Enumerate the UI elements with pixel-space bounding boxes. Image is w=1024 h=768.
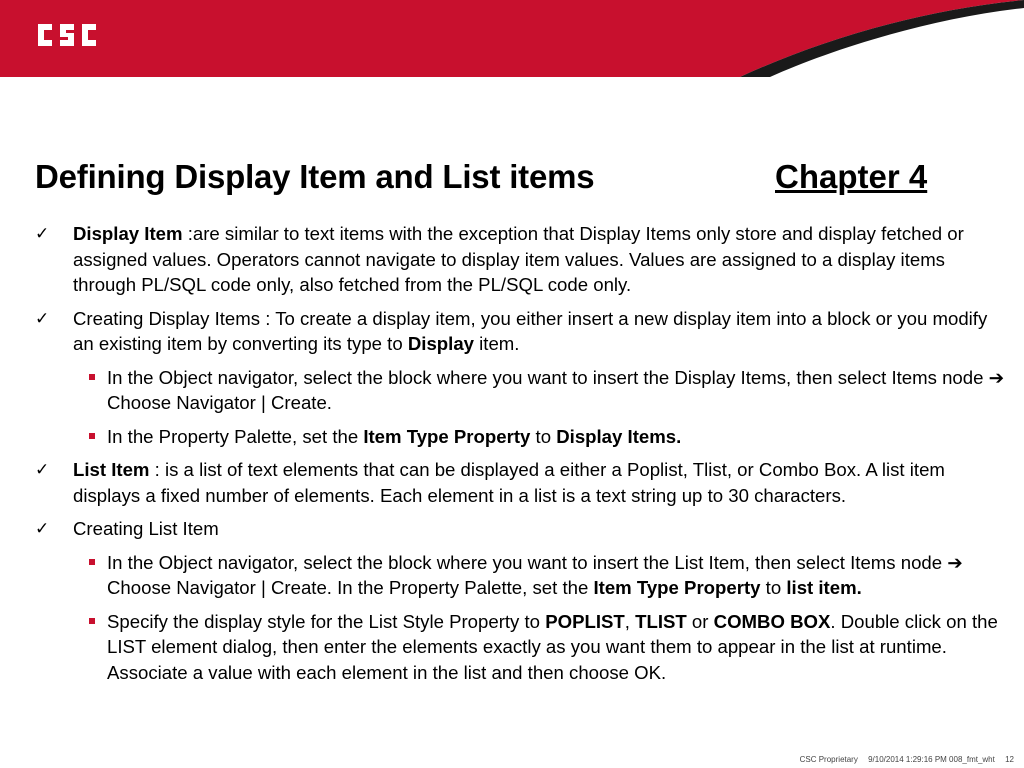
- bullet-text: Creating Display Items : To create a display item, you either insert a new display item into a block or you modify an existing item by converting its type to: [73, 307, 988, 354]
- footer-page-number: 12: [1005, 755, 1014, 764]
- bullet-text: Creating List Item: [73, 518, 219, 539]
- checkmark-icon: ✓: [35, 224, 50, 243]
- bullet-creating-display-items: [0, 306, 1024, 357]
- sub-bullet-text-mid: Choose Navigator | Create. In the Property Palette, set the: [107, 577, 594, 598]
- sub-bullet-text-mid: to: [530, 425, 557, 447]
- bullet-text: : is a list of text elements that can be displayed a either a Poplist, Tlist, or Combo Box. A list item displays a fixed number of elements. Each element in a list is a text string up to 30 characters.: [73, 459, 945, 506]
- term-list-item: List Item: [73, 459, 150, 480]
- csc-logo-mark: [36, 18, 102, 52]
- term-poplist: POPLIST: [545, 610, 625, 632]
- bullet-text-tail: item.: [474, 333, 520, 354]
- sub-bullet-text: In the Object navigator, select the block where you want to insert the Display Items, then select Items node: [107, 366, 989, 388]
- bullet-text: :are similar to text items with the exception that Display Items only store and display fetched or assigned values. Operators cannot navigate to display item values. Values are assigned to a display items through PL/SQL code only, also fetched from the PL/SQL code only.: [73, 223, 964, 295]
- footer-timestamp: 9/10/2014 1:29:16 PM 008_fmt_wht: [868, 755, 995, 764]
- sub-bullet-object-navigator-list: [0, 550, 1024, 601]
- slide-content: [0, 221, 1024, 693]
- csc-logo: [36, 18, 102, 52]
- checkmark-icon: ✓: [35, 308, 50, 328]
- footer: [792, 755, 1014, 764]
- checkmark-icon: ✓: [35, 519, 50, 538]
- slide-title: Defining Display Item and List items: [35, 158, 595, 195]
- term-tlist: TLIST: [635, 610, 687, 632]
- square-bullet-icon: [89, 374, 95, 380]
- term-item-type-property: Item Type Property: [593, 577, 761, 598]
- term-display-item: Display Item: [73, 223, 183, 244]
- separator-comma: ,: [624, 610, 636, 632]
- header-band: [0, 0, 1024, 77]
- sub-bullet-text-tail: . Double click on the LIST element dialog, then enter the elements exactly as you want them to appear in the list at runtime. Associate a value with each element in the list and then choose OK.: [107, 610, 998, 683]
- term-list-item-value: list item.: [786, 577, 862, 598]
- square-bullet-icon: [89, 559, 95, 565]
- bullet-creating-list-item: [0, 516, 1024, 542]
- sub-bullet-text-tail: Choose Navigator | Create.: [107, 392, 332, 413]
- sub-bullet-list-style: [0, 609, 1024, 686]
- sub-bullet-text: Specify the display style for the List Style Property to: [107, 610, 546, 632]
- arrow-right-icon: ➔: [947, 551, 963, 573]
- term-display: Display: [407, 333, 474, 354]
- sub-bullet-object-navigator-display: [0, 365, 1024, 416]
- chapter-label: Chapter 4: [775, 158, 928, 195]
- arrow-right-icon: ➔: [988, 366, 1005, 388]
- square-bullet-icon: [89, 433, 95, 439]
- sub-bullet-property-palette-display: [0, 424, 1024, 450]
- bullet-display-item: [0, 221, 1024, 298]
- sub-bullet-text-mid2: to: [760, 577, 787, 598]
- bullet-list-item: [0, 457, 1024, 508]
- sub-bullet-text: In the Property Palette, set the: [107, 425, 364, 447]
- term-item-type-property: Item Type Property: [363, 425, 531, 447]
- checkmark-icon: ✓: [35, 460, 50, 479]
- sub-bullet-text: In the Object navigator, select the block where you want to insert the List Item, then select Items node: [107, 551, 948, 573]
- term-combo-box: COMBO BOX: [713, 610, 831, 632]
- term-display-items: Display Items.: [556, 425, 682, 447]
- square-bullet-icon: [89, 618, 95, 624]
- footer-proprietary: CSC Proprietary: [799, 755, 858, 764]
- title-row: [35, 158, 995, 202]
- separator-or: or: [686, 610, 714, 632]
- header-background: [0, 0, 1024, 77]
